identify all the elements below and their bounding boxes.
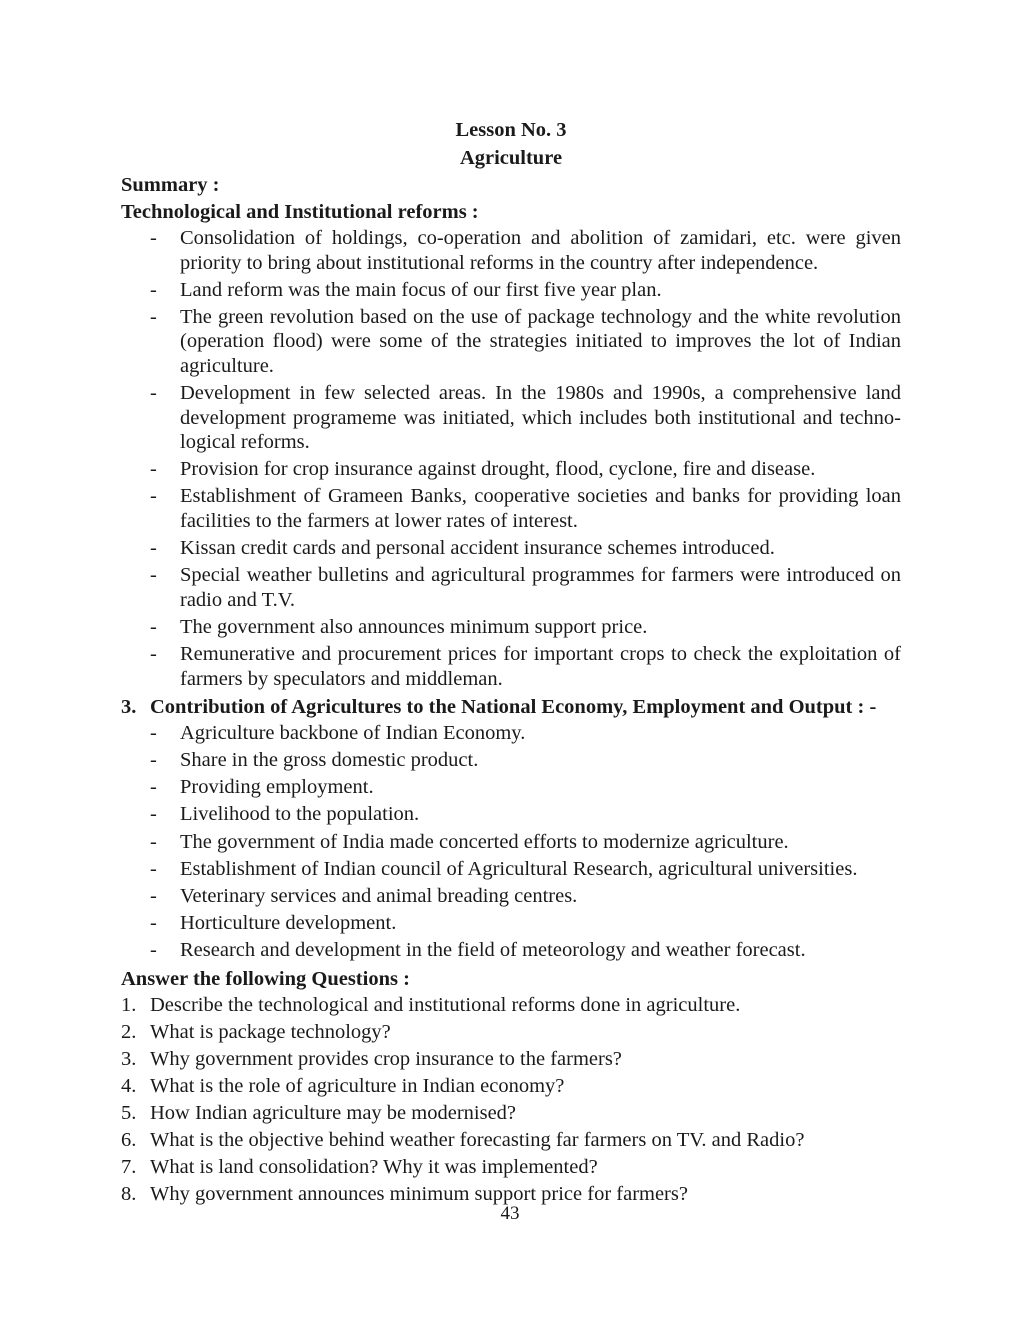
question-item (121, 1020, 901, 1045)
list-item (121, 381, 901, 455)
question-item (121, 1101, 901, 1126)
list-item (121, 802, 901, 827)
list-item-text: Remunerative and procurement prices for important crops to check the exploitation of farmers by speculators and middleman. (180, 643, 901, 690)
list-item (121, 305, 901, 379)
question-text: What is the objective behind weather forecasting far farmers on TV. and Radio? (150, 1128, 805, 1151)
list-item-text: Providing employment. (180, 776, 374, 799)
list-item (121, 938, 901, 963)
question-item (121, 1128, 901, 1153)
question-number: 1. (121, 993, 137, 1016)
list-item-text: The green revolution based on the use of package technology and the white revolution (operation flood) were some of the strategies initiated to improves the lot of Indian agriculture. (180, 305, 901, 377)
dash-bullet: - (150, 458, 157, 481)
question-text: Why government provides crop insurance to the farmers? (150, 1047, 622, 1070)
question-number: 8. (121, 1182, 137, 1205)
list-item (121, 857, 901, 882)
list-item-text: Kissan credit cards and personal accident insurance schemes introduced. (180, 537, 775, 560)
dash-bullet: - (150, 278, 157, 301)
reforms-heading: Technological and Institutional reforms : (121, 201, 479, 223)
list-item (121, 911, 901, 936)
dash-bullet: - (150, 537, 157, 560)
list-item (121, 884, 901, 909)
list-item-text: Consolidation of holdings, co-operation and abolition of zamidari, etc. were given priority to bring about institutional reforms in the country after independence. (180, 227, 901, 274)
list-item-text: Establishment of Indian council of Agricultural Research, agricultural universities. (180, 857, 858, 880)
dash-bullet: - (150, 382, 157, 405)
list-item-text: Special weather bulletins and agricultural programmes for farmers were introduced on radio and T.V. (180, 564, 901, 611)
dash-bullet: - (150, 721, 157, 744)
section-number: 3. (121, 695, 137, 718)
question-item (121, 993, 901, 1018)
dash-bullet: - (150, 885, 157, 907)
dash-bullet: - (150, 749, 157, 772)
question-number: 5. (121, 1101, 137, 1124)
dash-bullet: - (150, 776, 157, 799)
list-item (121, 830, 901, 855)
question-text: What is the role of agriculture in Indian economy? (150, 1074, 565, 1097)
question-number: 7. (121, 1155, 137, 1178)
list-item (121, 642, 901, 691)
list-item-text: The government of India made concerted efforts to modernize agriculture. (180, 830, 789, 853)
summary-label: Summary : (121, 174, 220, 196)
question-text: Why government announces minimum support price for farmers? (150, 1182, 688, 1205)
lesson-number: Lesson No. 3 (455, 119, 567, 141)
dash-bullet: - (150, 830, 157, 853)
list-item-text: Share in the gross domestic product. (180, 749, 479, 772)
question-item (121, 1047, 901, 1072)
question-number: 4. (121, 1074, 137, 1097)
list-item (121, 775, 901, 800)
list-item (121, 484, 901, 533)
contribution-heading (121, 694, 901, 721)
dash-bullet: - (150, 227, 157, 249)
questions-list (121, 993, 901, 1207)
dash-bullet: - (150, 564, 157, 587)
list-item (121, 226, 901, 275)
dash-bullet: - (150, 643, 157, 666)
list-item-text: Livelihood to the population. (180, 803, 420, 826)
list-item-text: Research and development in the field of meteorology and weather forecast. (180, 939, 806, 962)
question-number: 3. (121, 1047, 137, 1070)
list-item (121, 457, 901, 482)
list-item-text: Agriculture backbone of Indian Economy. (180, 721, 526, 744)
dash-bullet: - (150, 485, 157, 508)
list-item-text: Establishment of Grameen Banks, cooperative societies and banks for providing loan facilities to the farmers at lower rates of interest. (180, 485, 901, 532)
dash-bullet: - (150, 857, 157, 880)
lesson-title: Agriculture (459, 147, 563, 169)
list-item-text: Land reform was the main focus of our first five year plan. (180, 278, 662, 301)
dash-bullet: - (150, 912, 157, 935)
question-text: What is package technology? (150, 1020, 391, 1043)
question-number: 6. (121, 1128, 137, 1151)
list-item (121, 536, 901, 561)
list-item (121, 615, 901, 640)
question-item (121, 1155, 901, 1180)
section-title: Contribution of Agricultures to the National Economy, Employment and Output : - (150, 695, 877, 718)
list-item (121, 278, 901, 303)
page-number: 43 (500, 1203, 520, 1224)
question-item (121, 1074, 901, 1099)
list-item (121, 563, 901, 612)
contribution-list (121, 721, 901, 963)
questions-heading: Answer the following Questions : (121, 967, 410, 990)
dash-bullet: - (150, 616, 157, 638)
dash-bullet: - (150, 803, 157, 826)
question-text: What is land consolidation? Why it was implemented? (150, 1155, 598, 1178)
document-page (121, 116, 901, 1209)
reforms-list (121, 226, 901, 691)
list-item (121, 721, 901, 746)
list-item-text: Provision for crop insurance against drought, flood, cyclone, fire and disease. (180, 458, 816, 481)
question-text: How Indian agriculture may be modernised? (150, 1101, 517, 1124)
list-item-text: Horticulture development. (180, 912, 397, 935)
list-item-text: The government also announces minimum support price. (180, 616, 648, 638)
question-number: 2. (121, 1020, 137, 1043)
dash-bullet: - (150, 305, 157, 328)
dash-bullet: - (150, 939, 157, 962)
list-item (121, 748, 901, 773)
question-text: Describe the technological and institutional reforms done in agriculture. (150, 993, 741, 1016)
list-item-text: Development in few selected areas. In the 1980s and 1990s, a comprehensive land development programeme was initiated, which includes both institutional and techno-logical reforms. (180, 382, 901, 454)
list-item-text: Veterinary services and animal breading centres. (180, 885, 578, 907)
